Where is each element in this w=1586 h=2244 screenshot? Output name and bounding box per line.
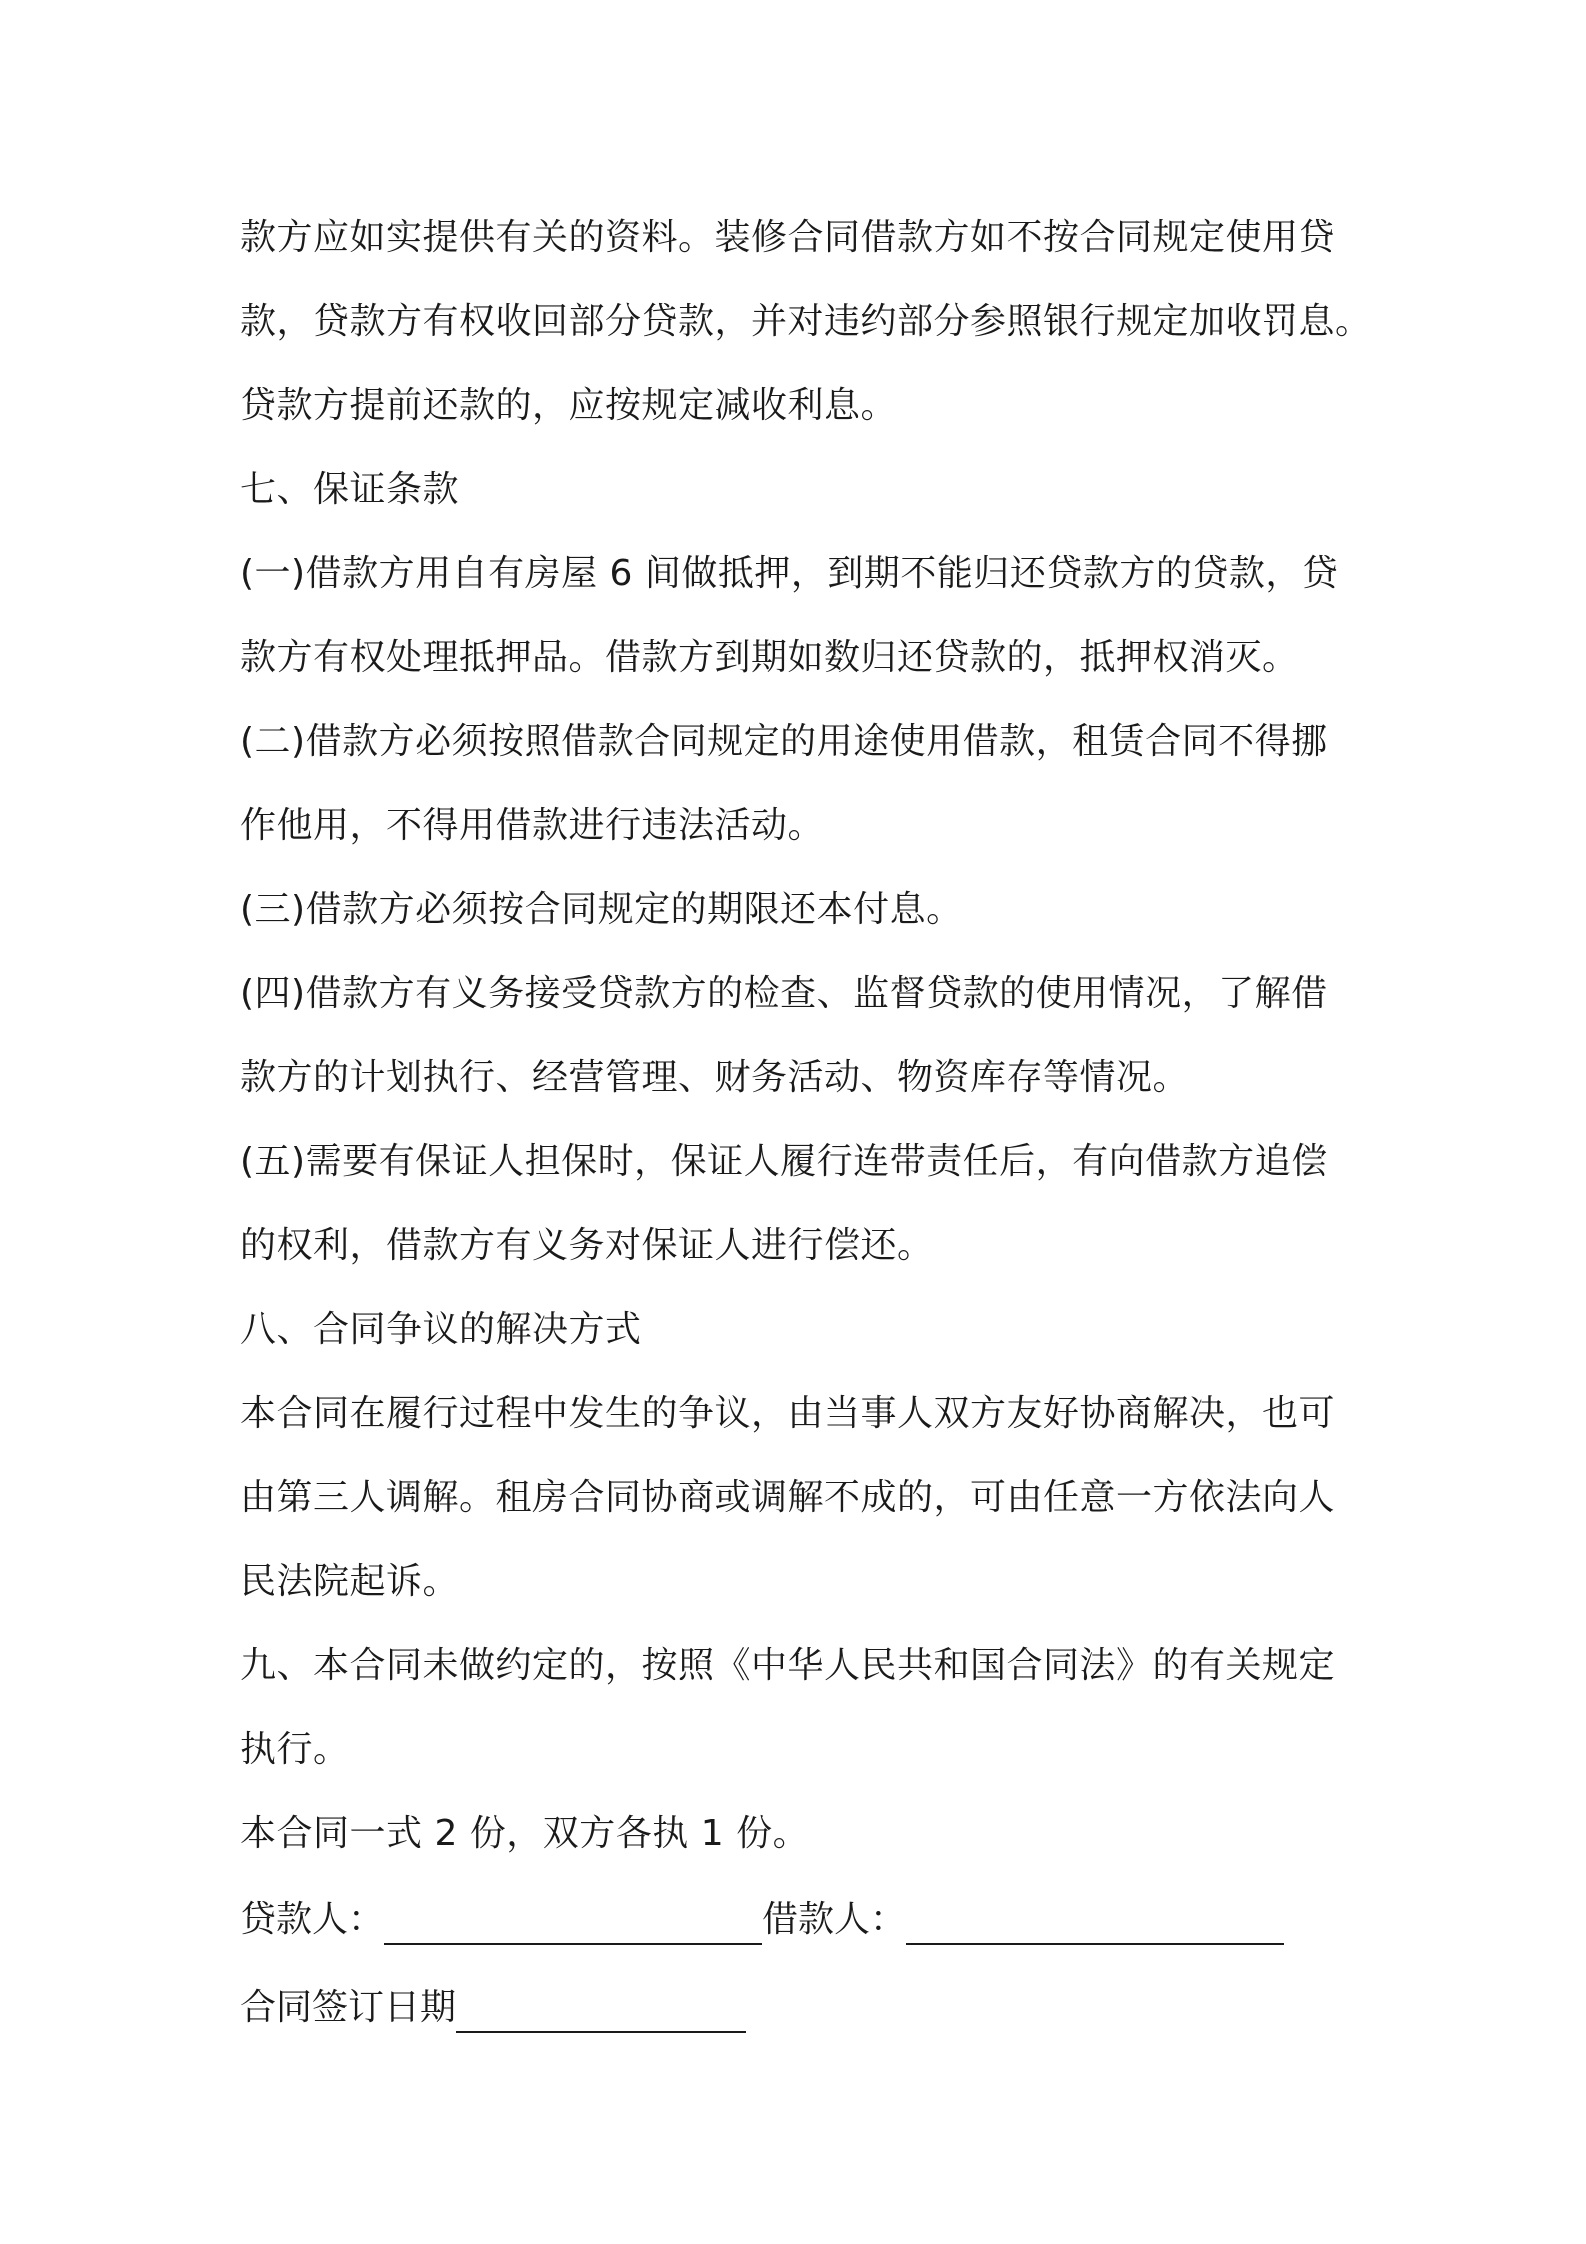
text-line: 执行。 (240, 1729, 350, 1770)
date-row (240, 1964, 1356, 2052)
text-line: (三)借款方必须按合同规定的期限还本付息。 (240, 889, 963, 930)
date-label: 合同签订日期 (240, 1987, 457, 2028)
text-line: (四)借款方有义务接受贷款方的检查、监督贷款的使用情况，了解借 (240, 973, 1328, 1014)
text-line: 款方的计划执行、经营管理、财务活动、物资库存等情况。 (240, 1057, 1190, 1098)
text-line: (一)借款方用自有房屋 6 间做抵押，到期不能归还贷款方的贷款，贷 (240, 553, 1339, 594)
text-line: 本合同一式 2 份，双方各执 1 份。 (240, 1813, 810, 1854)
text-line: 款方有权处理抵押品。借款方到期如数归还贷款的，抵押权消灭。 (240, 637, 1299, 678)
text-line: 款方应如实提供有关的资料。装修合同借款方如不按合同规定使用贷 (240, 217, 1336, 258)
text-line: 九、本合同未做约定的，按照《中华人民共和国合同法》的有关规定 (240, 1645, 1336, 1686)
text-line: 本合同在履行过程中发生的争议，由当事人双方友好协商解决，也可 (240, 1393, 1336, 1434)
borrower-signature-blank (906, 1903, 1284, 1945)
text-line: 的权利，借款方有义务对保证人进行偿还。 (240, 1225, 934, 1266)
contract-body (240, 196, 1372, 1876)
lender-label: 贷款人： (240, 1899, 385, 1940)
text-line: 款，贷款方有权收回部分贷款，并对违约部分参照银行规定加收罚息。 (240, 301, 1372, 342)
date-blank (456, 1991, 746, 2033)
text-line: 民法院起诉。 (240, 1561, 460, 1602)
text-line: 由第三人调解。租房合同协商或调解不成的，可由任意一方依法向人 (240, 1477, 1336, 1518)
borrower-label: 借款人： (762, 1899, 907, 1940)
text-line: 贷款方提前还款的，应按规定减收利息。 (240, 385, 898, 426)
text-line: (五)需要有保证人担保时，保证人履行连带责任后，有向借款方追偿 (240, 1141, 1328, 1182)
section-heading: 七、保证条款 (240, 469, 460, 510)
section-heading: 八、合同争议的解决方式 (240, 1309, 642, 1350)
signature-row (240, 1876, 1356, 1964)
lender-signature-blank (384, 1903, 762, 1945)
text-line: (二)借款方必须按照借款合同规定的用途使用借款，租赁合同不得挪 (240, 721, 1328, 762)
text-line: 作他用，不得用借款进行违法活动。 (240, 805, 825, 846)
